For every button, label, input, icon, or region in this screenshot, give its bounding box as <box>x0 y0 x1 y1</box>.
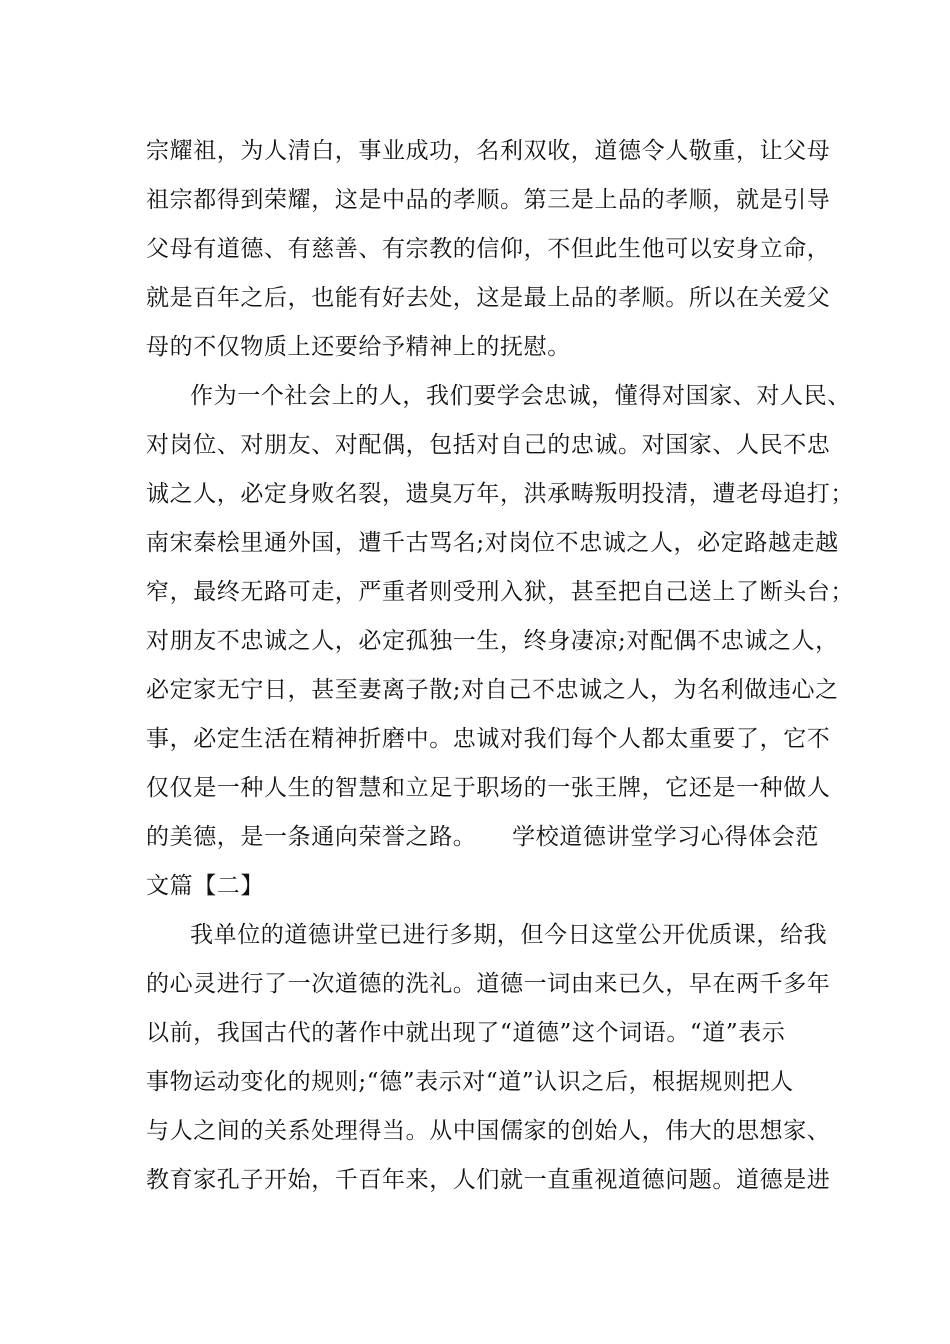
text-line: 的心灵进行了一次道德的洗礼。道德一词由来已久，早在两千多年 <box>146 971 831 997</box>
text-line: 父母有道德、有慈善、有宗教的信仰，不但此生他可以安身立命， <box>146 236 831 262</box>
paragraph-first-line: 我单位的道德讲堂已进行多期，但今日这堂公开优质课，给我 <box>190 922 828 948</box>
text-line: 南宋秦桧里通外国，遭千古骂名;对岗位不忠诚之人，必定路越走越 <box>146 530 839 556</box>
text-line: 诚之人，必定身败名裂，遗臭万年，洪承畴叛明投清，遭老母追打； <box>146 481 854 507</box>
text-line: 与人之间的关系处理得当。从中国儒家的创始人，伟大的思想家、 <box>146 1118 831 1144</box>
text-line: 仅仅是一种人生的智慧和立足于职场的一张王牌，它还是一种做人 <box>146 775 831 801</box>
text-line: 教育家孔子开始，千百年来，人们就一直重视道德问题。道德是进 <box>146 1167 831 1193</box>
text-line: 事，必定生活在精神折磨中。忠诚对我们每个人都太重要了，它不 <box>146 726 831 752</box>
text-line: 就是百年之后，也能有好去处，这是最上品的孝顺。所以在关爱父 <box>146 285 831 311</box>
text-line: 宗耀祖，为人清白，事业成功，名利双收，道德令人敬重，让父母 <box>146 138 831 164</box>
text-line: 事物运动变化的规则;“德”表示对“道”认识之后，根据规则把人 <box>146 1069 794 1095</box>
paragraph-first-line: 作为一个社会上的人，我们要学会忠诚，懂得对国家、对人民、 <box>190 383 851 409</box>
section-heading-line: 文篇【二】 <box>146 873 264 899</box>
text-line: 以前，我国古代的著作中就出现了“道德”这个词语。“道”表示 <box>146 1020 786 1046</box>
text-line: 窄，最终无路可走，严重者则受刑入狱，甚至把自己送上了断头台； <box>146 579 854 605</box>
text-line: 母的不仅物质上还要给予精神上的抚慰。 <box>146 334 571 360</box>
text-line: 祖宗都得到荣耀，这是中品的孝顺。第三是上品的孝顺，就是引导 <box>146 187 831 213</box>
text-line: 的美德，是一条通向荣誉之路。 学校道德讲堂学习心得体会范 <box>146 824 819 850</box>
text-line: 对朋友不忠诚之人，必定孤独一生，终身凄凉;对配偶不忠诚之人， <box>146 628 839 654</box>
text-line: 对岗位、对朋友、对配偶，包括对自己的忠诚。对国家、人民不忠 <box>146 432 831 458</box>
text-line: 必定家无宁日，甚至妻离子散;对自己不忠诚之人，为名利做违心之 <box>146 677 839 703</box>
